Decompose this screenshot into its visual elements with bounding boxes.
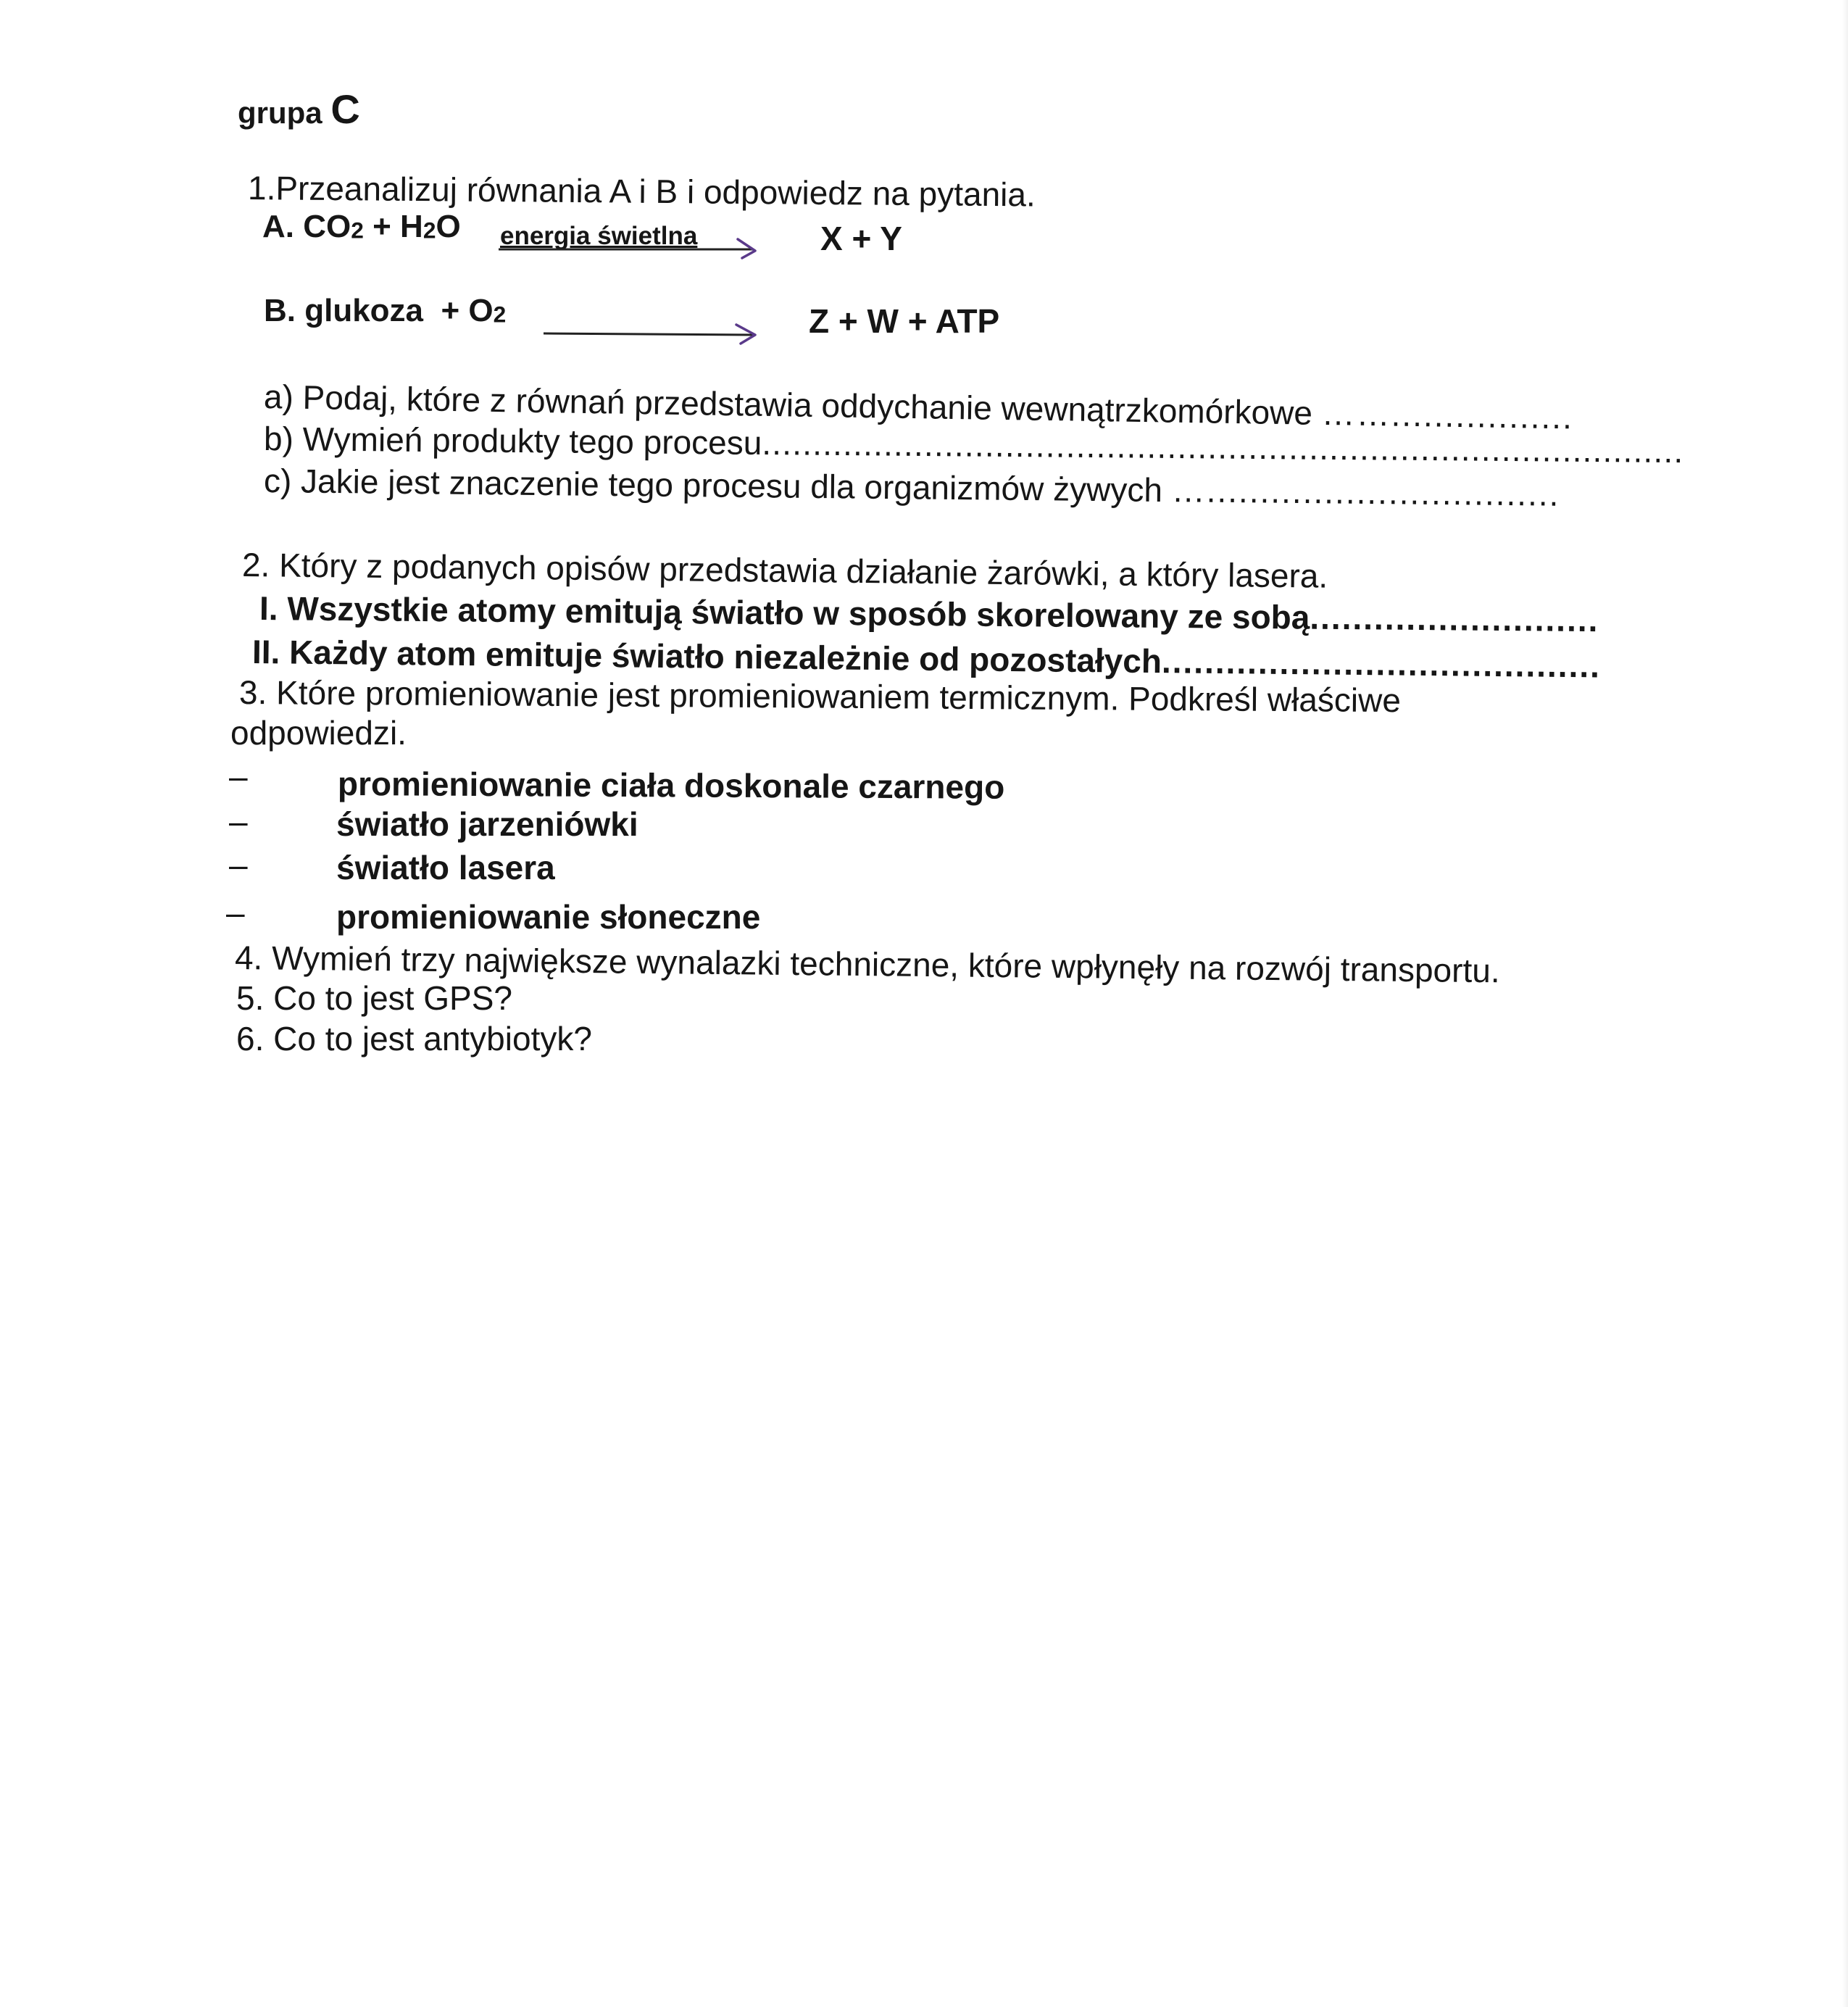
- eq-b-o-sub: 2: [493, 301, 507, 328]
- q3-prompt-line1: 3. Które promieniowanie jest promieniowaniem termicznym. Podkreśl właściwe: [238, 673, 1402, 720]
- eq-a-products: X + Y: [820, 220, 902, 257]
- group-label: grupa: [238, 96, 322, 130]
- q1-equation-b: [264, 293, 506, 329]
- group-letter: C: [330, 86, 360, 132]
- q3-option-dash: –: [229, 846, 248, 884]
- q2-prompt: 2. Który z podanych opisów przedstawia działanie żarówki, a który lasera.: [241, 546, 1328, 595]
- q1-sub-b-answer-line: ...........................................................................................: [762, 423, 1684, 470]
- eq-b-products: Z + W + ATP: [809, 302, 1000, 340]
- q3-option-1: promieniowanie ciała doskonale czarnego: [337, 765, 1005, 806]
- eq-a-h: H: [400, 209, 423, 244]
- group-heading: [238, 86, 360, 133]
- q1-sub-a-text: a) Podaj, które z równań przedstawia oddychanie wewnątrzkomórkowe: [263, 378, 1313, 432]
- q2-item-ii-answer-line: .........................................: [1161, 642, 1602, 685]
- q1-sub-b-text: b) Wymień produkty tego procesu: [263, 420, 762, 462]
- q5-text: 5. Co to jest GPS?: [236, 979, 512, 1017]
- eq-a-plus: +: [372, 209, 391, 244]
- eq-a-co-sub: 2: [351, 217, 364, 244]
- q3-option-dash: –: [229, 757, 248, 795]
- eq-b-plus-o: + O: [441, 293, 494, 328]
- eq-a-label: A.: [262, 209, 294, 244]
- q3-option-4: promieniowanie słoneczne: [336, 898, 761, 936]
- q1-prompt: 1.Przeanalizuj równania A i B i odpowiedz na pytania.: [247, 169, 1036, 214]
- q1-sub-c-answer-line: ….................................: [1171, 471, 1560, 513]
- q6-text: 6. Co to jest antybiotyk?: [236, 1020, 592, 1057]
- q3-option-dash: –: [229, 802, 248, 840]
- q1-sub-c-text: c) Jakie jest znaczenie tego procesu dla organizmów żywych: [263, 462, 1163, 509]
- q3-option-3: światło lasera: [336, 849, 555, 886]
- eq-b-arrow-icon: [544, 319, 765, 345]
- q4-text: 4. Wymień trzy największe wynalazki techniczne, które wpłynęły na rozwój transportu.: [234, 939, 1500, 990]
- eq-a-arrow-label: energia świetlna: [500, 222, 698, 250]
- q2-item-ii-text: II. Każdy atom emituje światło niezależnie od pozostałych: [251, 633, 1162, 681]
- eq-b-left: B. glukoza: [264, 293, 424, 328]
- q3-option-2: światło jarzeniówki: [336, 805, 638, 843]
- eq-a-arrow-icon: [499, 233, 767, 259]
- q3-prompt-line2: odpowiedzi.: [230, 714, 407, 752]
- q2-item-i-text: I. Wszystkie atomy emitują światło w sposób skorelowany ze sobą: [259, 589, 1310, 636]
- q1-sub-a-answer-line: …….................: [1321, 394, 1574, 436]
- eq-a-co: CO: [303, 209, 351, 244]
- q3-option-dash: –: [226, 894, 245, 931]
- eq-a-o: O: [436, 209, 461, 244]
- scan-edge-shadow: [1842, 0, 1848, 2007]
- q2-item-i-answer-line: ...........................: [1310, 598, 1599, 639]
- eq-a-h-sub: 2: [423, 217, 436, 244]
- q1-equation-a: [262, 209, 461, 245]
- q2-item-i: [259, 589, 1599, 639]
- q1-sub-c: [264, 461, 1560, 514]
